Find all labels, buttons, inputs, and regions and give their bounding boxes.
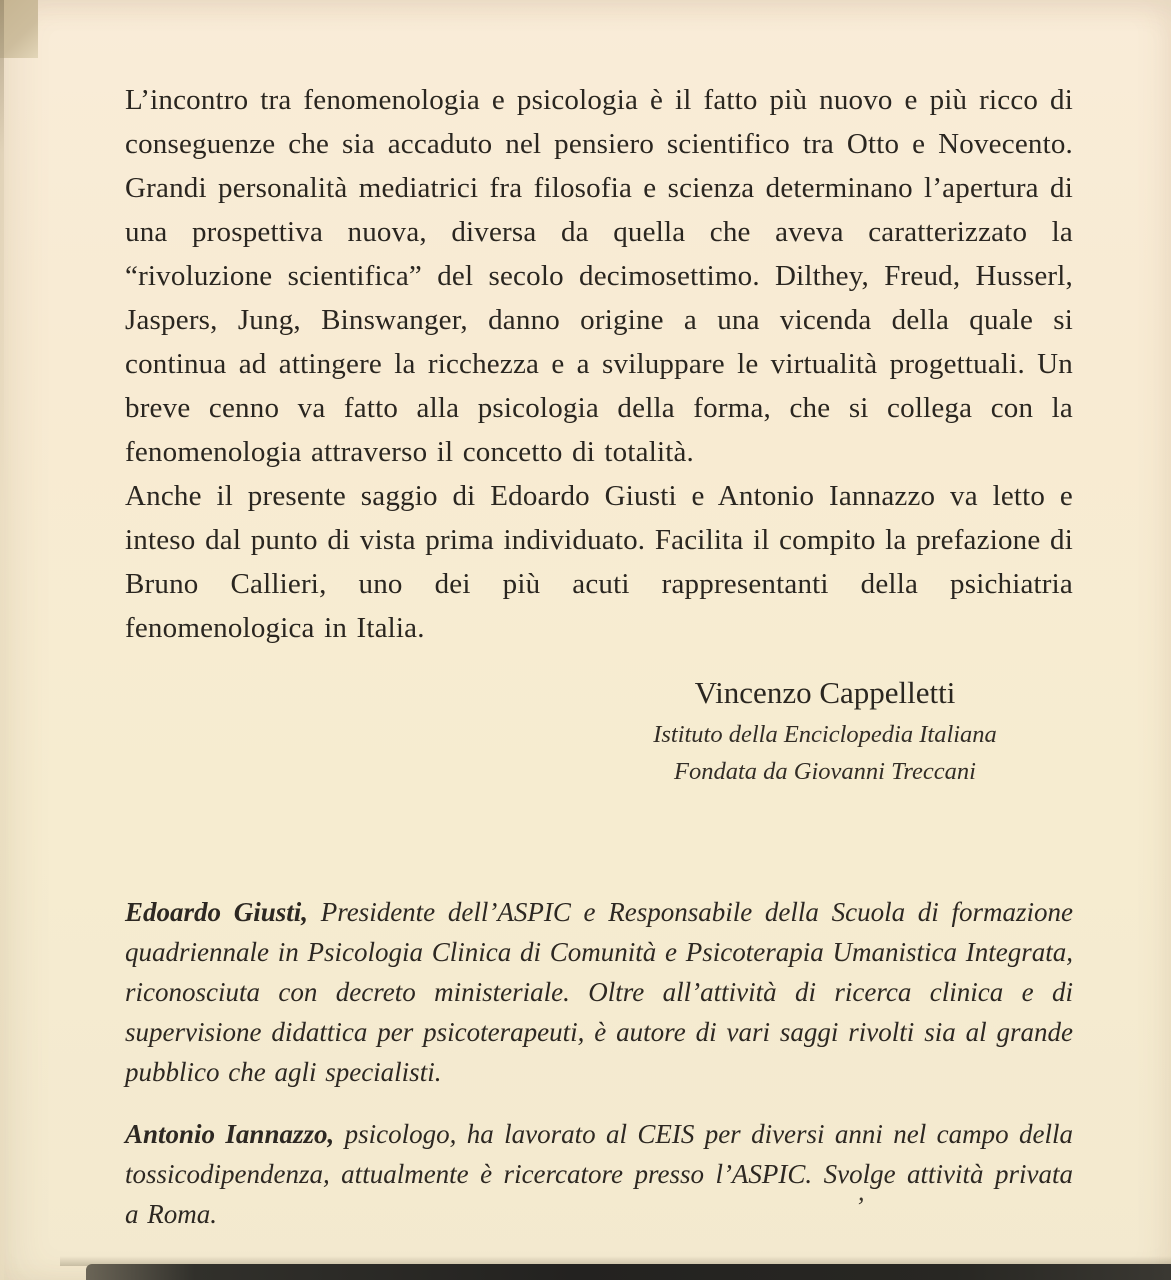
signature-affiliation-line-1: Istituto della Enciclopedia Italiana <box>653 721 997 748</box>
scan-stray-mark: ’ <box>855 1192 864 1221</box>
review-paragraph-2: Anche il presente saggio di Edoardo Giusti e Antonio Iannazzo va letto e inteso dal punto di vista prima individuato. Facilita il compito la prefazione di Bruno Callieri, uno dei più acuti rappresentanti della psichiatria fenomenologica in Italia. <box>125 480 1073 644</box>
review-text-block <box>125 78 1073 650</box>
signature-name: Vincenzo Cappelletti <box>694 675 956 710</box>
bio-antonio-iannazzo <box>125 1114 1073 1234</box>
bio-author-name: Antonio Iannazzo, <box>125 1119 335 1149</box>
scan-corner-artifact <box>0 0 38 58</box>
scan-bottom-edge <box>86 1264 1171 1280</box>
bio-author-name: Edoardo Giusti, <box>125 897 308 927</box>
signature-affiliation-line-2: Fondata da Giovanni Treccani <box>674 758 976 785</box>
author-bios <box>125 892 1073 1234</box>
bio-author-text: Presidente dell’ASPIC e Responsabile della Scuola di formazione quadriennale in Psicologia Clinica di Comunità e Psicoterapia Umanistica Integrata, riconosciuta con decreto ministeriale. Oltre all’attività di ricerca clinica e di supervisione didattica per psicoterapeuti, è autore di vari saggi rivolti sia al grande pubblico che agli specialisti. <box>125 897 1073 1087</box>
review-paragraph-1: L’incontro tra fenomenologia e psicologia è il fatto più nuovo e più ricco di conseguenze che sia accaduto nel pensiero scientifico tra Otto e Novecento. Grandi personalità mediatrici fra filosofia e scienza determinano l’apertura di una prospettiva nuova, diversa da quella che aveva caratterizzato la “rivoluzione scientifica” del secolo decimosettimo. Dilthey, Freud, Husserl, Jaspers, Jung, Binswanger, danno origine a una vicenda della quale si continua ad attingere la ricchezza e a sviluppare le virtualità progettuali. Un breve cenno va fatto alla psicologia della forma, che si collega con la fenomenologia attraverso il concetto di totalità. <box>125 84 1073 468</box>
signature-block <box>605 670 1045 790</box>
page-content <box>125 78 1073 1256</box>
bio-author-text: psicologo, ha lavorato al CEIS per diversi anni nel campo della tossicodipendenza, attualmente è ricercatore presso l’ASPIC. Svolge attività privata a Roma. <box>125 1119 1073 1229</box>
scan-left-edge <box>0 0 4 1280</box>
bio-edoardo-giusti <box>125 892 1073 1092</box>
